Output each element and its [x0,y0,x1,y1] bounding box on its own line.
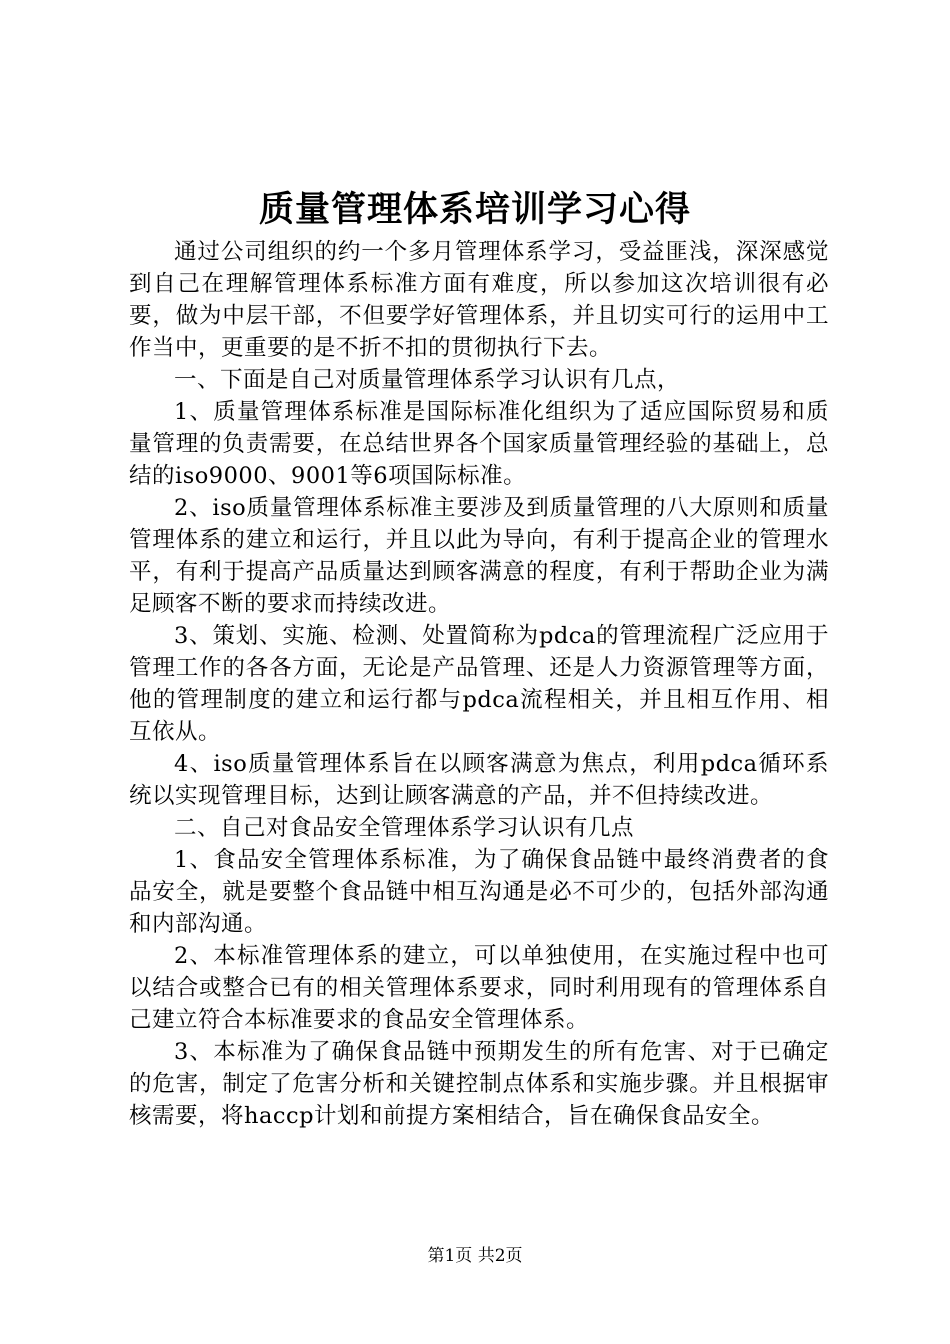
document-title: 质量管理体系培训学习心得 [258,189,691,230]
paragraph-quality-3: 3、策划、实施、检测、处置简称为pdca的管理流程广泛应用于管理工作的各各方面，无论是产品管理、还是人力资源管理等方面，他的管理制度的建立和运行都与pdca流程相关，并且相互作用、相互依从。 [129,623,829,745]
section-heading-quality: 一、下面是自己对质量管理体系学习认识有几点， [174,367,681,393]
paragraph-food-safety-1: 1、食品安全管理体系标准，为了确保食品链中最终消费者的食品安全，就是要整个食品链中相互沟通是必不可少的，包括外部沟通和内部沟通。 [129,847,829,937]
paragraph-quality-4: 4、iso质量管理体系旨在以顾客满意为焦点，利用pdca循环系统以实现管理目标，达到让顾客满意的产品，并不但持续改进。 [129,751,829,809]
paragraph-intro: 通过公司组织的约一个多月管理体系学习，受益匪浅，深深感觉到自己在理解管理体系标准方面有难度，所以参加这次培训很有必要，做为中层干部，不但要学好管理体系，并且切实可行的运用中工作当中，更重要的是不折不扣的贯彻执行下去。 [129,239,829,361]
section-heading-food-safety: 二、自己对食品安全管理体系学习认识有几点 [174,815,635,841]
document-body [129,236,829,1132]
paragraph-quality-1: 1、质量管理体系标准是国际标准化组织为了适应国际贸易和质量管理的负责需要，在总结世界各个国家质量管理经验的基础上，总结的iso9000、9001等6项国际标准。 [129,399,829,489]
page-footer: 第1页 共2页 [427,1246,523,1266]
paragraph-food-safety-3: 3、本标准为了确保食品链中预期发生的所有危害、对于已确定的危害，制定了危害分析和关键控制点体系和实施步骤。并且根据审核需要，将haccp计划和前提方案相结合，旨在确保食品安全。 [129,1039,829,1129]
paragraph-food-safety-2: 2、本标准管理体系的建立，可以单独使用，在实施过程中也可以结合或整合已有的相关管理体系要求，同时利用现有的管理体系自己建立符合本标准要求的食品安全管理体系。 [129,943,829,1033]
paragraph-quality-2: 2、iso质量管理体系标准主要涉及到质量管理的八大原则和质量管理体系的建立和运行，并且以此为导向，有利于提高企业的管理水平，有利于提高产品质量达到顾客满意的程度，有利于帮助企业为满足顾客不断的要求而持续改进。 [129,495,829,617]
